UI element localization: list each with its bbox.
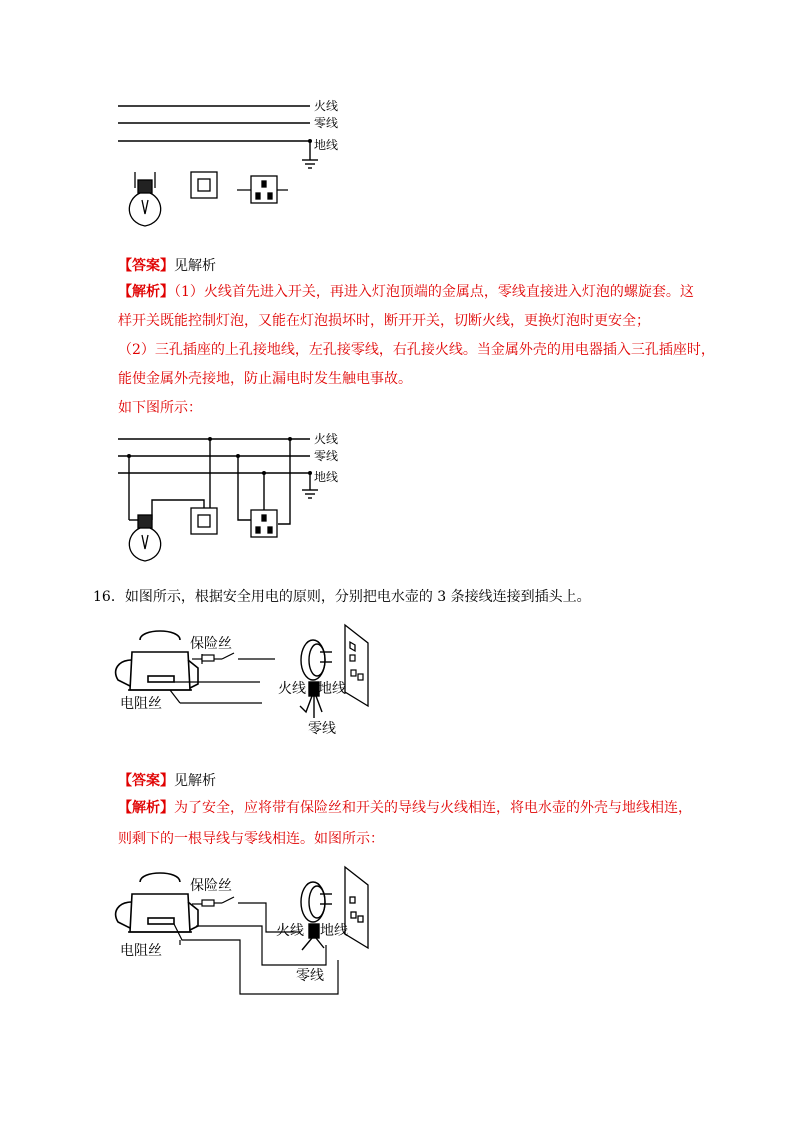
label-live-4: 火线	[276, 923, 304, 939]
figure-note-1: 如下图所示：	[118, 400, 202, 416]
label-fuse-2: 保险丝	[190, 878, 232, 894]
label-resistor-2: 电阻丝	[120, 943, 162, 959]
label-neutral-1: 零线	[314, 116, 339, 130]
answer-tag-2: 【答案】	[118, 773, 174, 789]
explanation-text: （1）火线首先进入开关，再进入灯泡顶端的金属点，零线直接进入灯泡的螺旋套。这	[174, 284, 694, 300]
explain-tag-1: 【解析】	[118, 284, 174, 300]
label-live-2: 火线	[314, 432, 339, 446]
answer-value-1: 见解析	[174, 258, 216, 274]
plug-2	[301, 882, 332, 950]
explanation-1-line-2: 样开关既能控制灯泡，又能在灯泡损坏时，断开开关，切断火线，更换灯泡时更安全；	[118, 313, 650, 329]
label-live-3: 火线	[278, 681, 306, 697]
label-neutral-2: 零线	[314, 449, 339, 463]
label-fuse-1: 保险丝	[190, 636, 232, 652]
explanation-1-line-3: （2）三孔插座的上孔接地线，左孔接零线，右孔接火线。当金属外壳的用电器插入三孔插座时，	[118, 342, 715, 358]
answer-value-2: 见解析	[174, 773, 216, 789]
label-ground-2: 地线	[314, 470, 339, 484]
label-live-1: 火线	[314, 99, 339, 113]
label-resistor-1: 电阻丝	[120, 696, 162, 712]
label-ground-1: 地线	[314, 138, 339, 152]
label-ground-4: 地线	[320, 923, 348, 939]
explanation-2-line-2: 则剩下的一根导线与零线相连。如图所示：	[118, 831, 384, 847]
label-ground-3: 地线	[318, 681, 346, 697]
kettle-2	[116, 873, 198, 932]
question-16: 16．如图所示，根据安全用电的原则，分别把电水壶的 3 条接线连接到插头上。	[93, 589, 591, 605]
answer-tag-1: 【答案】	[118, 258, 174, 274]
explanation-text: 为了安全，应将带有保险丝和开关的导线与火线相连，将电水壶的外壳与地线相连，	[174, 800, 692, 816]
explanation-1-line-4: 能使金属外壳接地，防止漏电时发生触电事故。	[118, 371, 412, 387]
explain-tag-2: 【解析】	[118, 800, 174, 816]
label-neutral-4: 零线	[296, 968, 324, 984]
wall-outlet-2	[345, 867, 368, 948]
label-neutral-3: 零线	[308, 721, 336, 737]
